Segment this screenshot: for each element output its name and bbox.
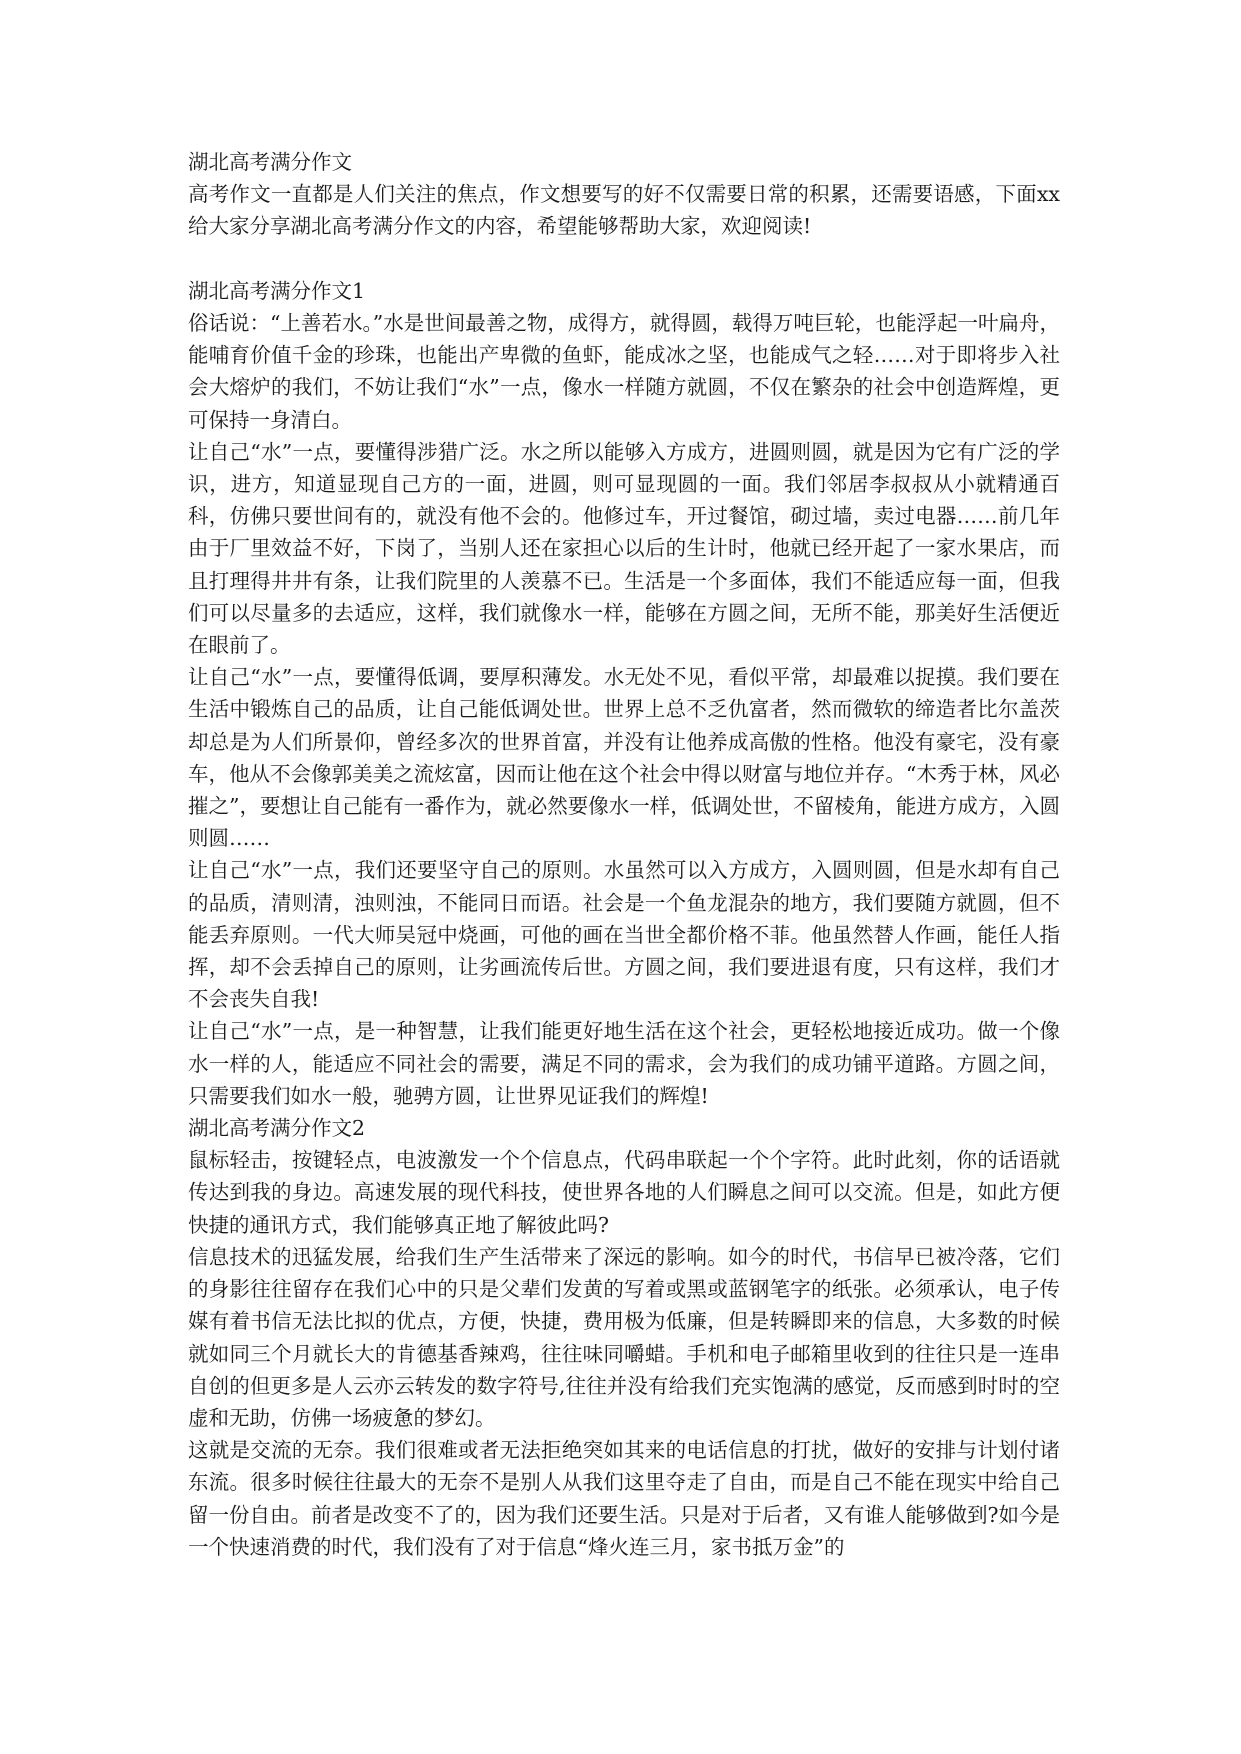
essay1-paragraph: 让自己“水”一点，要懂得低调，要厚积薄发。水无处不见，看似平常，却最难以捉摸。我们要在生活中锻炼自己的品质，让自己能低调处世。世界上总不乏仇富者，然而微软的缔造者比尔盖茨却总是为人们所景仰，曾经多次的世界首富，并没有让他养成高傲的性格。他没有豪宅，没有豪车，他从不会像郭美美之流炫富，因而让他在这个社会中得以财富与地位并存。“木秀于林，风必摧之”，要想让自己能有一番作为，就必然要像水一样，低调处世，不留棱角，能进方成方，入圆则圆…… [188,665,1060,851]
essay1-paragraph: 让自己“水”一点，是一种智慧，让我们能更好地生活在这个社会，更轻松地接近成功。做一个像水一样的人，能适应不同社会的需要，满足不同的需求，会为我们的成功铺平道路。方圆之间，只需要我们如水一般，驰骋方圆，让世界见证我们的辉煌! [188,1019,1060,1108]
essay1-heading: 湖北高考满分作文1 [188,278,366,303]
blank-line [188,243,1060,275]
document-title: 湖北高考满分作文 [188,150,352,174]
document-page [188,146,1060,1563]
essay2-paragraph: 鼠标轻击，按键轻点，电波激发一个个信息点，代码串联起一个个字符。此时此刻，你的话语就传达到我的身边。高速发展的现代科技，使世界各地的人们瞬息之间可以交流。但是，如此方便快捷的通讯方式，我们能够真正地了解彼此吗? [188,1148,1060,1237]
essay2-heading: 湖北高考满分作文2 [188,1116,366,1141]
essay2-paragraph: 信息技术的迅猛发展，给我们生产生活带来了深远的影响。如今的时代，书信早已被冷落，它们的身影往往留存在我们心中的只是父辈们发黄的写着或黑或蓝钢笔字的纸张。必须承认，电子传媒有着书信无法比拟的优点，方便，快捷，费用极为低廉，但是转瞬即来的信息，大多数的时候就如同三个月就长大的肯德基香辣鸡，往往味同嚼蜡。手机和电子邮箱里收到的往往只是一连串自创的但更多是人云亦云转发的数字符号,往往并没有给我们充实饱满的感觉，反而感到时时的空虚和无助，仿佛一场疲惫的梦幻。 [188,1244,1060,1430]
intro-paragraph: 高考作文一直都是人们关注的焦点，作文想要写的好不仅需要日常的积累，还需要语感，下面xx给大家分享湖北高考满分作文的内容，希望能够帮助大家，欢迎阅读! [188,182,1060,239]
essay1-paragraph: 俗话说：“上善若水。”水是世间最善之物，成得方，就得圆，载得万吨巨轮，也能浮起一叶扁舟，能哺育价值千金的珍珠，也能出产卑微的鱼虾，能成冰之坚，也能成气之轻……对于即将步入社会大熔炉的我们，不妨让我们“水”一点，像水一样随方就圆，不仅在繁杂的社会中创造辉煌，更可保持一身清白。 [188,311,1060,432]
essay1-paragraph: 让自己“水”一点，要懂得涉猎广泛。水之所以能够入方成方，进圆则圆，就是因为它有广泛的学识，进方，知道显现自己方的一面，进圆，则可显现圆的一面。我们邻居李叔叔从小就精通百科，仿佛只要世间有的，就没有他不会的。他修过车，开过餐馆，砌过墙，卖过电器……前几年由于厂里效益不好，下岗了，当别人还在家担心以后的生计时，他就已经开起了一家水果店，而且打理得井井有条，让我们院里的人羡慕不已。生活是一个多面体，我们不能适应每一面，但我们可以尽量多的去适应，这样，我们就像水一样，能够在方圆之间，无所不能，那美好生活便近在眼前了。 [188,439,1060,658]
essay2-paragraph: 这就是交流的无奈。我们很难或者无法拒绝突如其来的电话信息的打扰，做好的安排与计划付诸东流。很多时候往往最大的无奈不是别人从我们这里夺走了自由，而是自己不能在现实中给自己留一份自由。前者是改变不了的，因为我们还要生活。只是对于后者，又有谁人能够做到?如今是一个快速消费的时代，我们没有了对于信息“烽火连三月，家书抵万金”的 [188,1438,1060,1559]
essay1-paragraph: 让自己“水”一点，我们还要坚守自己的原则。水虽然可以入方成方，入圆则圆，但是水却有自己的品质，清则清，浊则浊，不能同日而语。社会是一个鱼龙混杂的地方，我们要随方就圆，但不能丢弃原则。一代大师吴冠中烧画，可他的画在当世全都价格不菲。他虽然替人作画，能任人指挥，却不会丢掉自己的原则，让劣画流传后世。方圆之间，我们要进退有度，只有这样，我们才不会丧失自我! [188,858,1060,1012]
